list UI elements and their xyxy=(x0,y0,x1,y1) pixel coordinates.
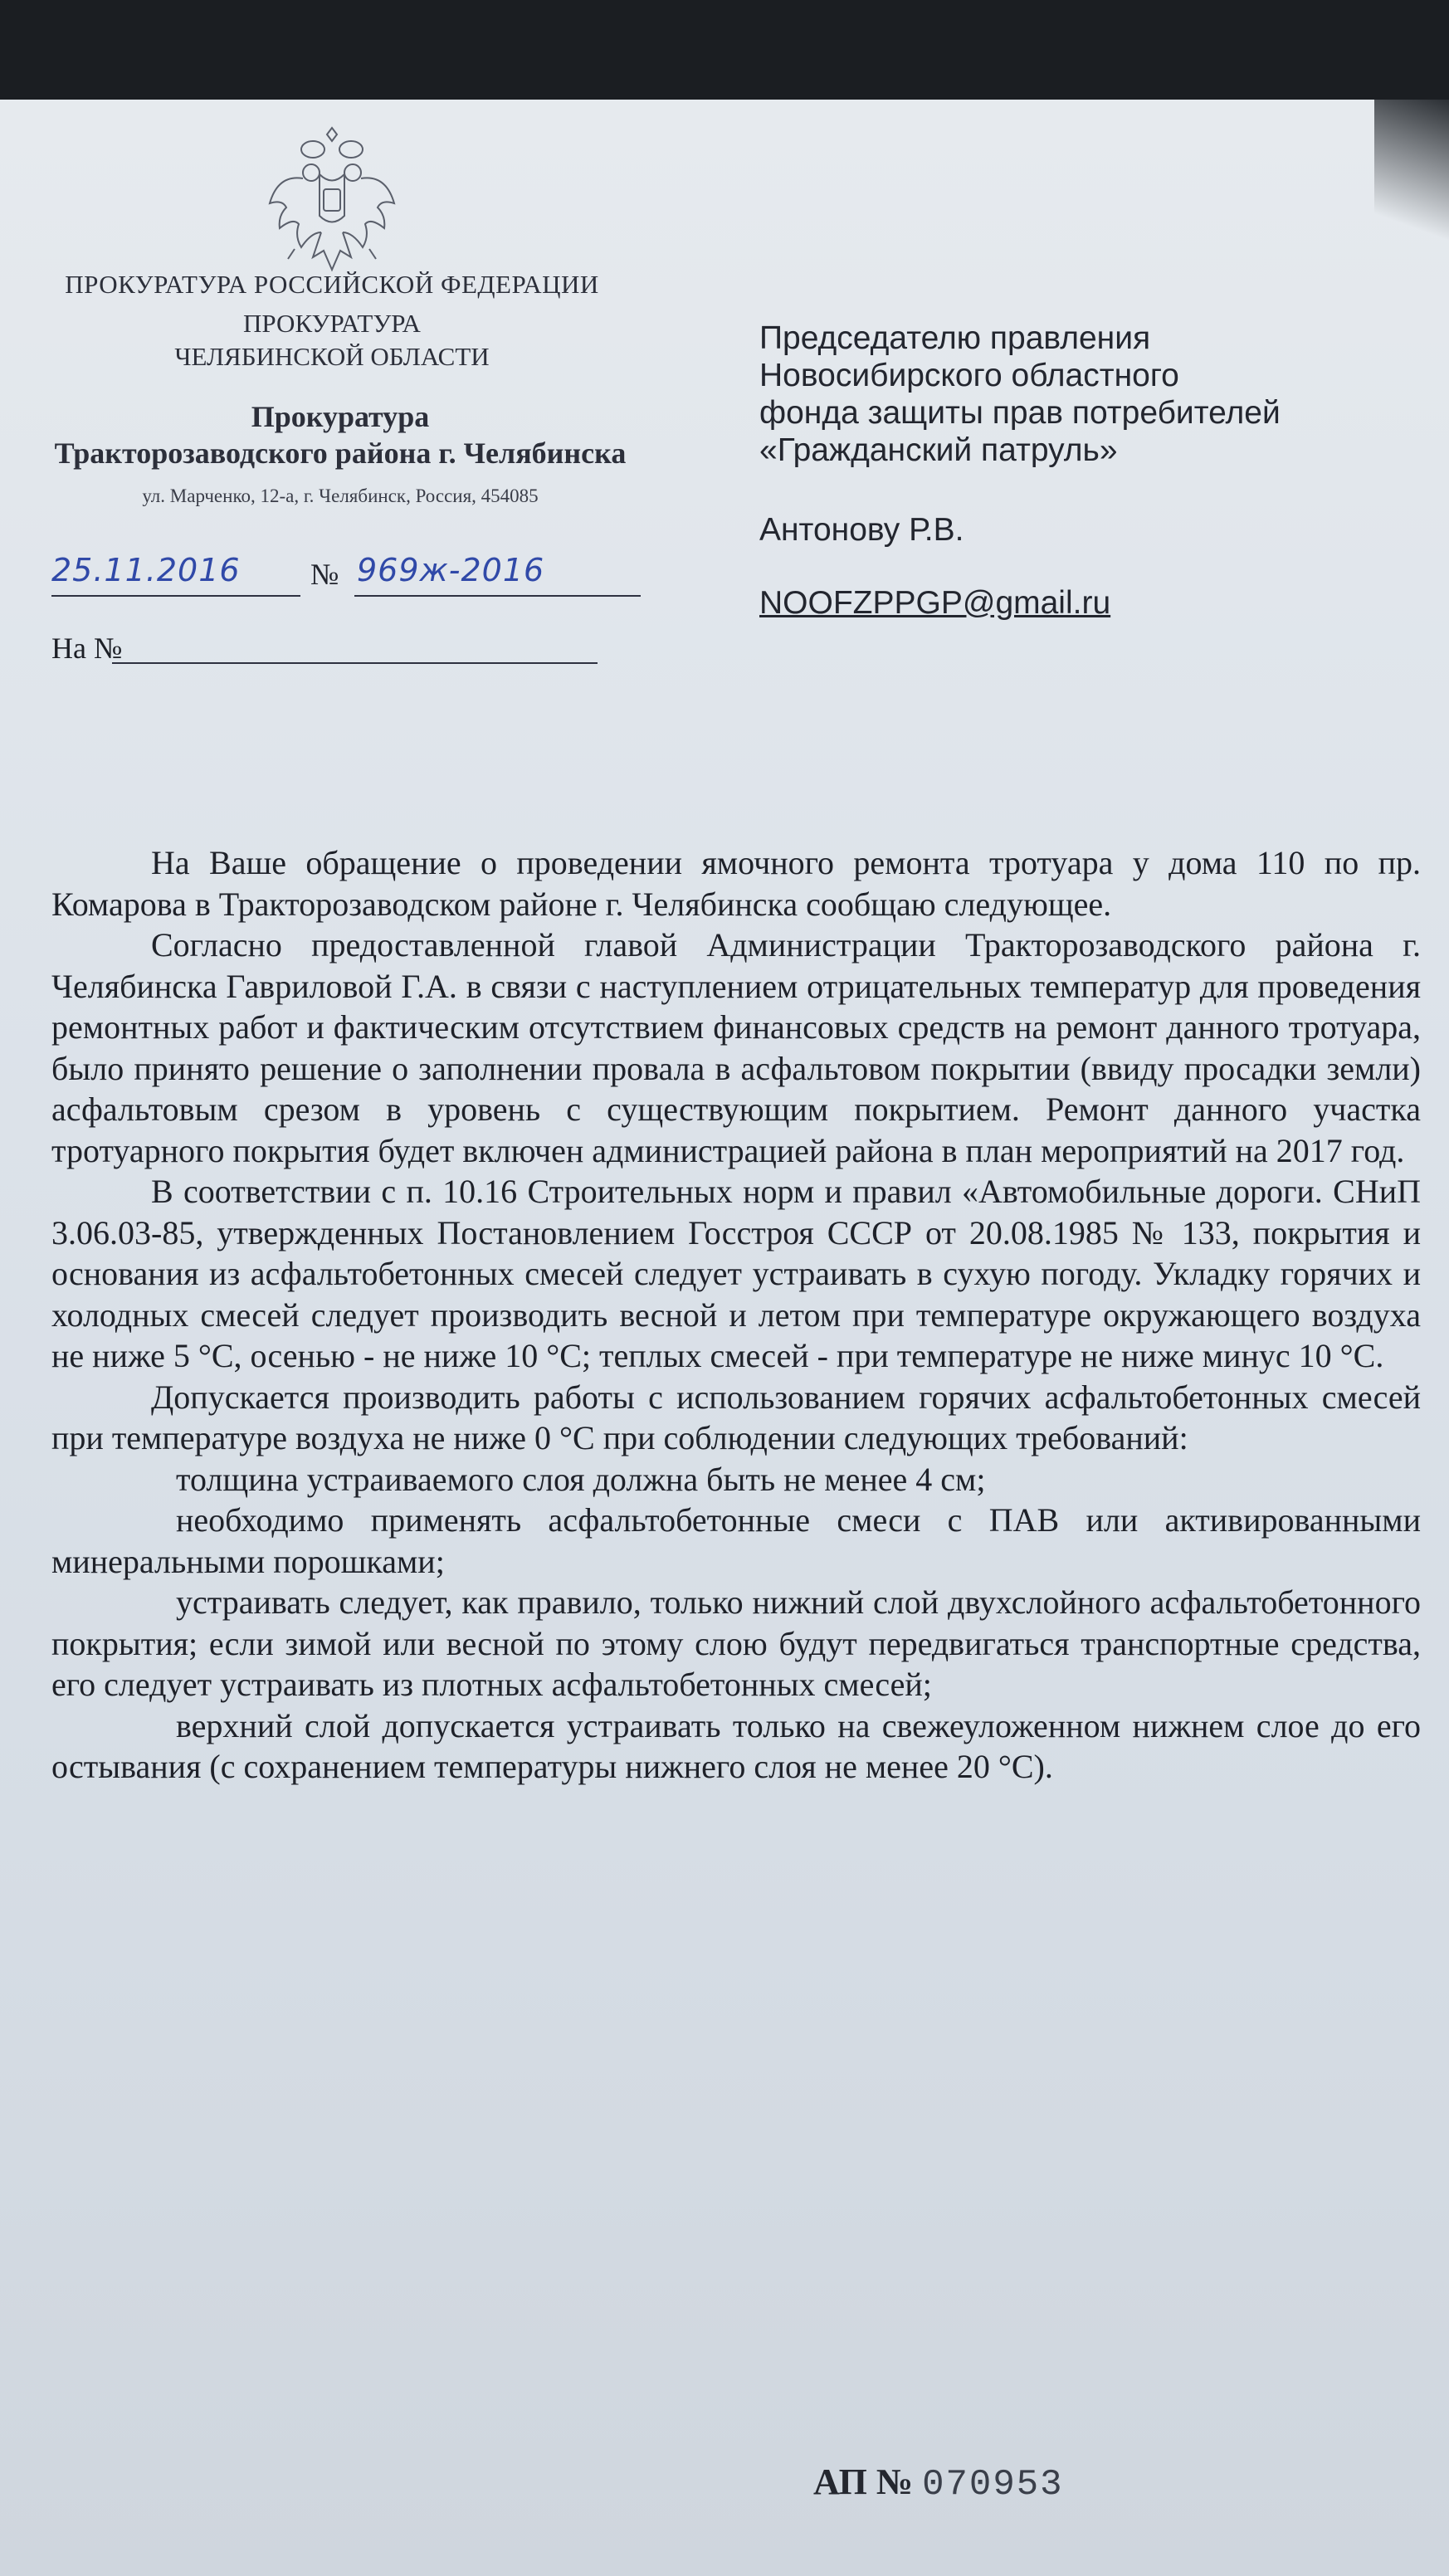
body-paragraph-2: Согласно предоставленной главой Администрации Тракторозаводского района г. Челябинска Гавриловой Г.А. в связи с наступлением отрицательных температур для проведения ремонтных работ и фактическим отсутствием финансовых средств на ремонт данного тротуара, было принято решение о заполнении провала в асфальтовом покрытии (ввиду просадки земли) асфальтовым срезом в уровень с существующим покрытием. Ремонт данного участка тротуарного покрытия будет включен администрацией района в план мероприятий на 2017 год. xyxy=(51,926,1421,1169)
number-underline xyxy=(354,595,641,597)
date-underline xyxy=(51,595,300,597)
form-serial-label: АП № xyxy=(813,2461,914,2502)
body-paragraph-4: Допускается производить работы с использованием горячих асфальтобетонных смесей при температуре воздуха не ниже 0 °С при соблюдении следующих требований: xyxy=(51,1378,1421,1456)
recipient-block xyxy=(759,320,1440,469)
header-federal: ПРОКУРАТУРА РОССИЙСКОЙ ФЕДЕРАЦИИ xyxy=(65,270,599,299)
header-regional-line1: ПРОКУРАТУРА xyxy=(243,309,421,338)
letter-page xyxy=(0,100,1449,2576)
form-serial xyxy=(813,2461,1064,2505)
header-regional-line2: ЧЕЛЯБИНСКОЙ ОБЛАСТИ xyxy=(174,342,490,371)
body-paragraph-7: устраивать следует, как правило, только нижний слой двухслойного асфальтобетонного покрытия; если зимой или весной по этому слою будут передвигаться транспортные средства, его следует устраивать из плотных асфальтобетонных смесей; xyxy=(51,1583,1421,1703)
recipient-email: NOOFZPPGP@gmail.ru xyxy=(759,585,1111,621)
header-address: ул. Марченко, 12-а, г. Челябинск, Россия, 454085 xyxy=(142,485,539,506)
recipient-line4: «Гражданский патруль» xyxy=(759,432,1118,468)
reply-label: На № xyxy=(51,632,123,665)
reference-number: 969ж-2016 xyxy=(357,552,545,588)
header-district xyxy=(8,398,672,471)
coat-of-arms-icon xyxy=(261,124,402,282)
body-paragraph-5: толщина устраиваемого слоя должна быть не менее 4 см; xyxy=(176,1460,986,1498)
body-paragraph-8: верхний слой допускается устраивать только на свежеуложенном нижнем слое до его остывания (с сохранением температуры нижнего слоя не менее 20 °С). xyxy=(51,1706,1421,1785)
recipient-line3: фонда защиты прав потребителей xyxy=(759,395,1281,431)
body-paragraph-1: На Ваше обращение о проведении ямочного ремонта тротуара у дома 110 по пр. Комарова в Тракторозаводском районе г. Челябинска сообщаю следующее. xyxy=(51,844,1421,923)
reply-underline xyxy=(112,662,598,664)
body-paragraph-6: необходимо применять асфальтобетонные смеси с ПАВ или активированными минеральными порошками; xyxy=(51,1501,1421,1580)
recipient-line2: Новосибирского областного xyxy=(759,358,1179,393)
body-paragraph-3: В соответствии с п. 10.16 Строительных норм и правил «Автомобильные дороги. СНиП 3.06.03-85, утвержденных Постановлением Госстроя СССР от 20.08.1985 № 133, покрытия и основания из асфальтобетонных смесей следует устраивать в сухую погоду. Укладку горячих и холодных смесей следует производить весной и летом при температуре окружающего воздуха не ниже 5 °С, осенью - не ниже 10 °С; теплых смесей - при температуре не ниже минус 10 °С. xyxy=(51,1173,1421,1374)
form-serial-number: 070953 xyxy=(922,2464,1064,2505)
number-label: № xyxy=(310,558,339,591)
recipient-name: Антонову Р.В. xyxy=(759,512,964,548)
reference-date: 25.11.2016 xyxy=(51,552,241,588)
reference-line xyxy=(51,552,641,602)
header-district-line1: Прокуратура xyxy=(251,400,430,433)
header-regional xyxy=(33,307,631,373)
photo-shadow xyxy=(1374,100,1449,249)
letter-body xyxy=(51,842,1421,1788)
header-district-line2: Тракторозаводского района г. Челябинска xyxy=(54,437,627,470)
recipient-line1: Председателю правления xyxy=(759,320,1151,356)
